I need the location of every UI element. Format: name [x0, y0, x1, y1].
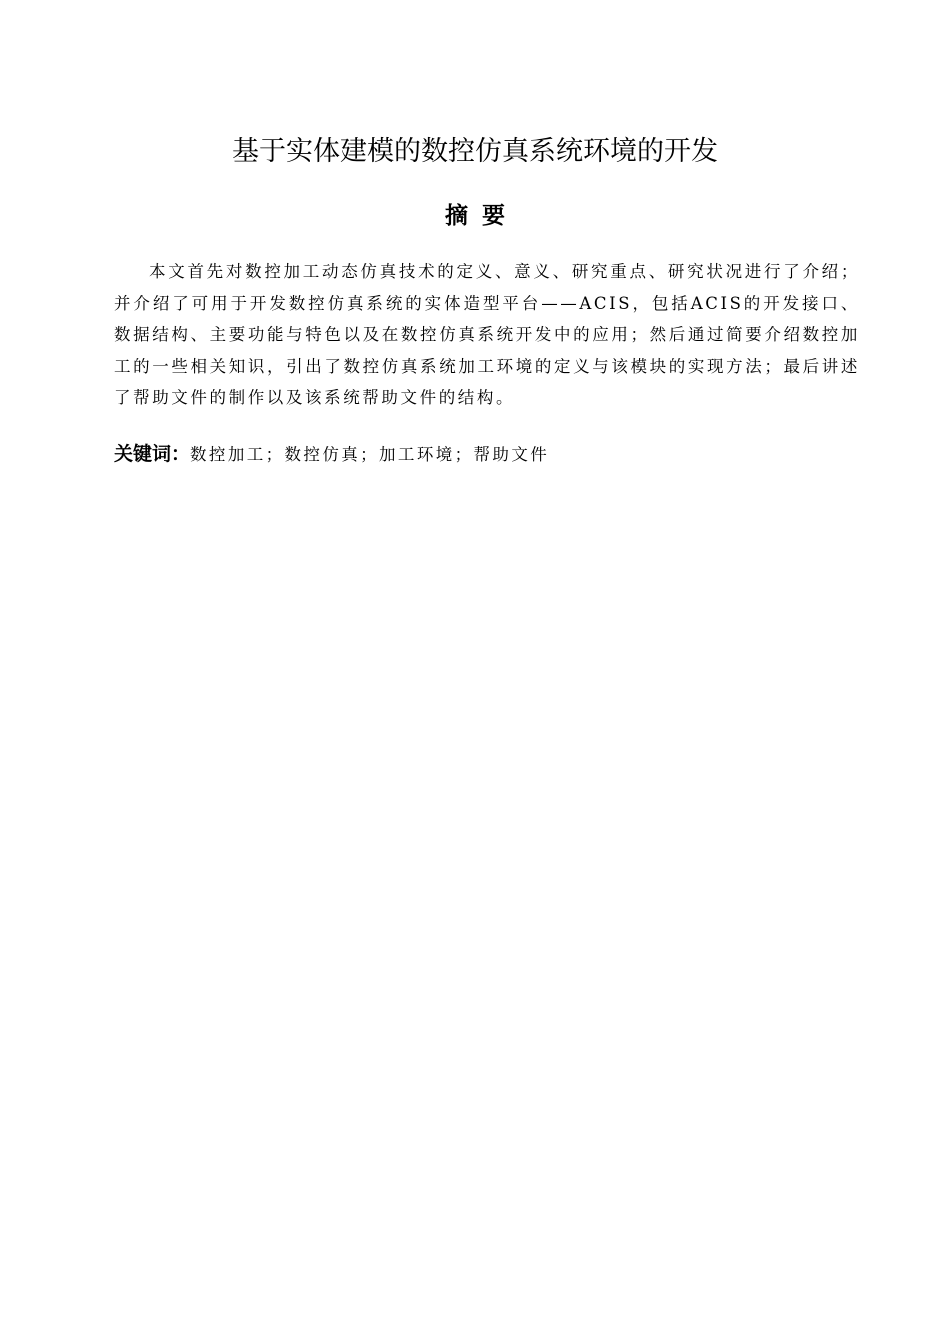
keywords-line [114, 440, 860, 470]
keywords-label: 关键词： [114, 443, 191, 465]
keywords-value: 数控加工；数控仿真；加工环境；帮助文件 [190, 445, 550, 464]
abstract-heading: 摘要 [445, 203, 519, 229]
document-title: 基于实体建模的数控仿真系统环境的开发 [232, 136, 718, 167]
abstract-body: 本文首先对数控加工动态仿真技术的定义、意义、研究重点、研究状况进行了介绍；并介绍了可用于开发数控仿真系统的实体造型平台——ACIS，包括ACIS的开发接口、数据结构、主要功能与特色以及在数控仿真系统开发中的应用；然后通过简要介绍数控加工的一些相关知识，引出了数控仿真系统加工环境的定义与该模块的实现方法；最后讲述了帮助文件的制作以及该系统帮助文件的结构。 [114, 262, 860, 407]
